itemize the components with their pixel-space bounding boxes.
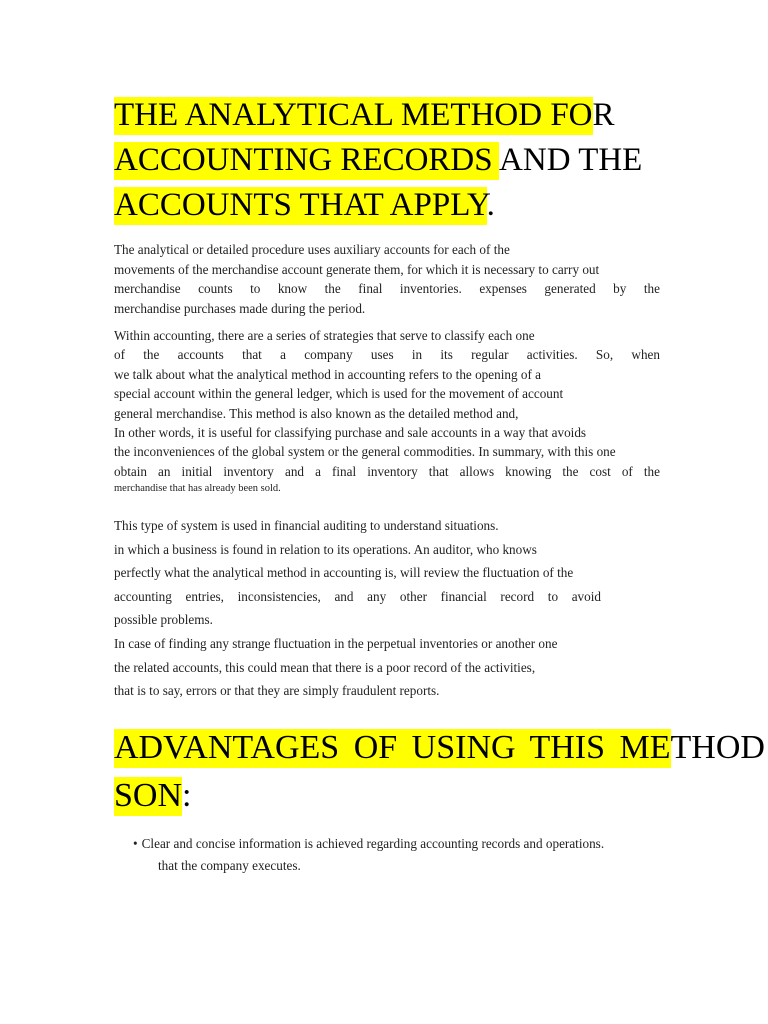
- list-item: [133, 833, 604, 855]
- title-line-1: [114, 93, 642, 138]
- advantages-highlight: SON: [114, 777, 183, 814]
- paragraph-line: In case of finding any strange fluctuation in the perpetual inventories or another one: [114, 635, 558, 651]
- title-plain: R: [592, 97, 615, 133]
- paragraph-2: [114, 326, 660, 496]
- paragraph-line: merchandise purchases made during the period.: [114, 300, 366, 316]
- bullet-continuation: that the company executes.: [158, 858, 301, 873]
- bullet-text: Clear and concise information is achieved regarding accounting records and operations.: [141, 836, 605, 851]
- advantages-line-2: [114, 772, 765, 820]
- paragraph-line: In other words, it is useful for classifying purchase and sale accounts in a way that avoids: [114, 425, 587, 441]
- document-title: [114, 93, 642, 228]
- title-line-2: [114, 138, 642, 183]
- advantages-plain: THOD: [670, 729, 765, 766]
- paragraph-line: we talk about what the analytical method in accounting refers to the opening of a: [114, 366, 541, 382]
- title-plain: .: [486, 187, 495, 223]
- paragraph-line: obtain an initial inventory and a final inventory that allows knowing the cost of the: [114, 463, 660, 479]
- bullet-marker: •: [133, 836, 138, 851]
- paragraph-line: merchandise counts to know the final inventories. expenses generated by the: [114, 281, 660, 296]
- paragraph-line: in which a business is found in relation to its operations. An auditor, who knows: [114, 541, 537, 557]
- paragraph-line: The analytical or detailed procedure uses auxiliary accounts for each of the: [114, 242, 510, 257]
- advantages-plain: :: [182, 777, 192, 814]
- paragraph-line: possible problems.: [114, 612, 213, 628]
- paragraph-line: movements of the merchandise account generate them, for which it is necessary to carry out: [114, 261, 600, 277]
- paragraph-line: the inconveniences of the global system or the general commodities. In summary, with this one: [114, 444, 616, 460]
- paragraph-line: This type of system is used in financial auditing to understand situations.: [114, 518, 499, 533]
- paragraph-line: of the accounts that a company uses in its regular activities. So, when: [114, 347, 660, 363]
- title-highlight: ACCOUNTING RECORDS: [114, 142, 500, 178]
- paragraph-line: the related accounts, this could mean that there is a poor record of the activities,: [114, 659, 536, 675]
- title-highlight: THE ANALYTICAL METHOD FO: [114, 97, 593, 133]
- advantages-heading: [114, 724, 765, 820]
- paragraph-line: that is to say, errors or that they are simply fraudulent reports.: [114, 683, 440, 699]
- advantages-line-1: [114, 724, 765, 772]
- paragraph-line: perfectly what the analytical method in accounting is, will review the fluctuation of the: [114, 565, 574, 581]
- bullet-list: [133, 833, 604, 877]
- paragraph-line: general merchandise. This method is also known as the detailed method and,: [114, 405, 519, 421]
- paragraph-line: special account within the general ledger, which is used for the movement of account: [114, 386, 564, 402]
- paragraph-3: [114, 514, 660, 703]
- title-plain: AND THE: [499, 142, 643, 178]
- paragraph-line: accounting entries, inconsistencies, and any other financial record to avoid: [114, 588, 601, 604]
- paragraph-line: merchandise that has already been sold.: [114, 483, 281, 495]
- title-line-3: [114, 183, 642, 228]
- title-highlight: ACCOUNTS THAT APPLY: [114, 187, 487, 223]
- paragraph-line: Within accounting, there are a series of strategies that serve to classify each one: [114, 328, 535, 343]
- paragraph-1: [114, 240, 660, 318]
- advantages-highlight: ADVANTAGES OF USING THIS ME: [114, 729, 671, 766]
